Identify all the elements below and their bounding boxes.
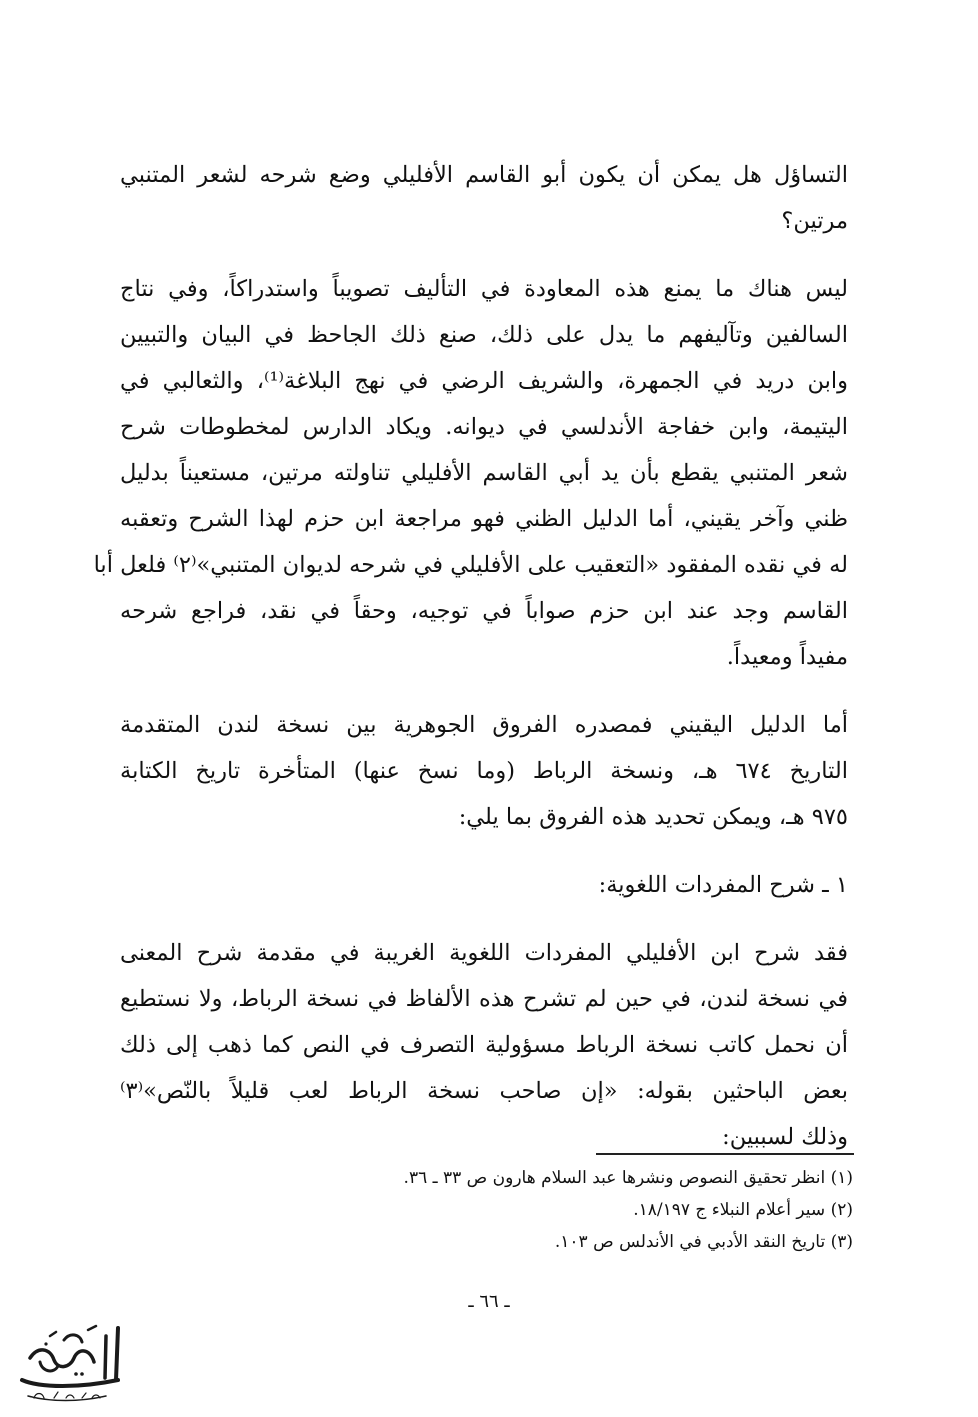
text-line: التساؤل هل يمكن أن يكون أبو القاسم الأفليلي وضع شرحه لشعر المتنبي xyxy=(120,162,848,188)
text-line: أن نحمل كاتب نسخة الرباط مسؤولية التصرف في النص كما ذهب إلى ذلك xyxy=(120,1032,848,1058)
text-line: وابن دريد في الجمهرة، والشريف الرضي في نهج البلاغة⁽¹⁾، والثعالبي في xyxy=(120,368,848,394)
text-line: في نسخة لندن، في حين لم تشرح هذه الألفاظ في نسخة الرباط، ولا نستطيع xyxy=(120,986,848,1012)
section-heading: ١ ـ شرح المفردات اللغوية: xyxy=(598,872,848,898)
text-line: له في نقده المفقود «التعقيب على الأفليلي في شرحه لديوان المتنبي»⁽٢⁾ فلعل أبا xyxy=(93,552,848,578)
calligraphy-stamp-logo xyxy=(10,1318,130,1410)
paragraph-revision xyxy=(93,266,848,680)
footnote-1: (١) انظر تحقيق النصوص ونشرها عبد السلام هارون ص ٣٣ ـ ٣٦. xyxy=(403,1168,853,1188)
text-line: شعر المتنبي يقطع بأن يد أبي القاسم الأفليلي تناولته مرتين، مستعيناً بدليل xyxy=(120,460,848,486)
text-line: فقد شرح ابن الأفليلي المفردات اللغوية الغريبة في مقدمة شرح المعنى xyxy=(120,940,848,966)
text-line: وذلك لسببين: xyxy=(722,1124,848,1150)
footnote-2: (٢) سير أعلام النبلاء ج ١٨/١٩٧. xyxy=(633,1200,853,1220)
footnotes xyxy=(213,1162,853,1258)
paragraph-vocabulary xyxy=(120,930,848,1160)
text-line: مرتين؟ xyxy=(781,208,848,234)
text-line: اليتيمة، وابن خفاجة الأندلسي في ديوانه. ويكاد الدارس لمخطوطات شرح xyxy=(120,414,848,440)
page-body xyxy=(93,152,848,1160)
footnote-divider xyxy=(596,1153,854,1155)
text-line: ٩٧٥ هـ، ويمكن تحديد هذه الفروق بما يلي: xyxy=(458,804,848,830)
paragraph-certain-evidence xyxy=(120,702,848,840)
text-line: ليس هناك ما يمنع هذه المعاودة في التأليف تصويباً واستدراكاً، وفي نتاج xyxy=(120,276,848,302)
text-line: السالفين وتآليفهم ما يدل على ذلك، صنع ذلك الجاحظ في البيان والتبيين xyxy=(120,322,848,348)
text-line: بعض الباحثين بقوله: «إن صاحب نسخة الرباط لعب قليلاً بالنّص»⁽٣⁾ xyxy=(120,1078,848,1104)
text-line: مفيداً ومعيداً. xyxy=(726,644,848,670)
text-line: القاسم وجد عند ابن حزم صواباً في توجيه، وحقاً في نقد، فراجع شرحه xyxy=(120,598,848,624)
paragraph-question xyxy=(120,152,848,244)
text-line: ظني وآخر يقيني، أما الدليل الظني فهو مراجعة ابن حزم لهذا الشرح وتعقبه xyxy=(120,506,848,532)
page-number: ـ ٦٦ ـ xyxy=(468,1291,510,1312)
text-line: التاريخ ٦٧٤ هـ، ونسخة الرباط (وما نسخ عنها) المتأخرة تاريخ الكتابة xyxy=(120,758,848,784)
text-line: أما الدليل اليقيني فمصدره الفروق الجوهرية بين نسخة لندن المتقدمة xyxy=(120,712,848,738)
footnote-3: (٣) تاريخ النقد الأدبي في الأندلس ص ١٠٣. xyxy=(554,1232,853,1252)
